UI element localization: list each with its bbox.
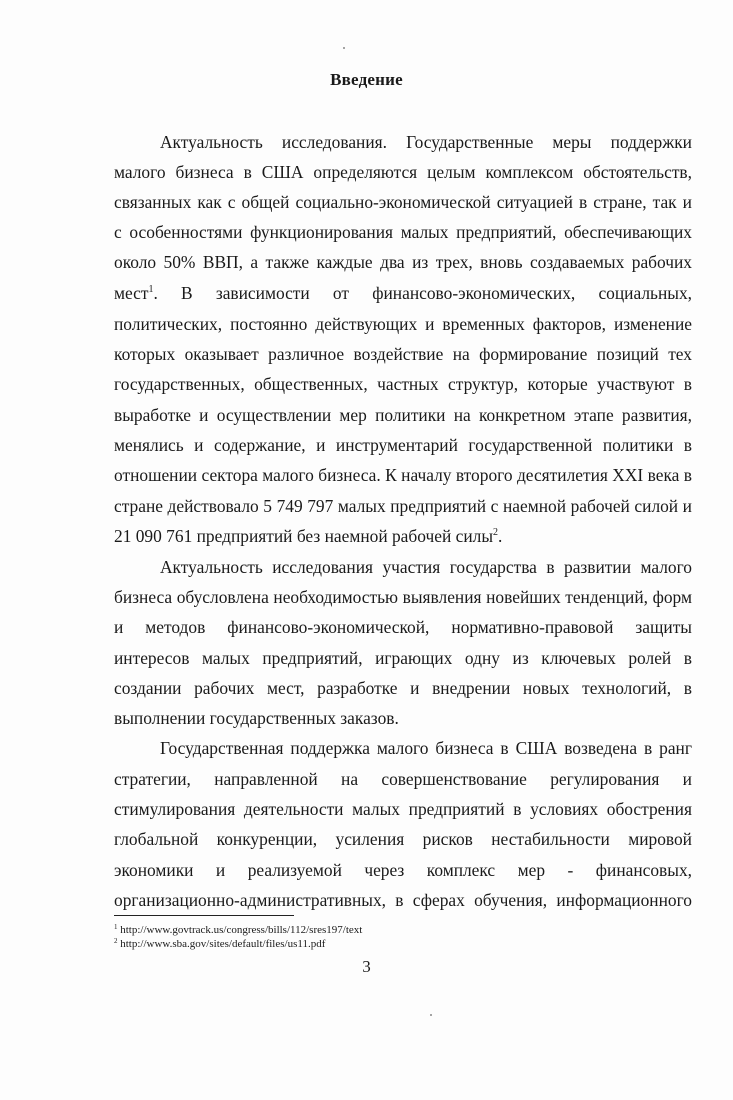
text-line: стране действовало 5 749 797 малых предприятий с наемной рабочей силой и — [114, 496, 692, 516]
footnote-separator — [114, 915, 294, 916]
footnote-text: http://www.sba.gov/sites/default/files/us11.pdf — [117, 938, 326, 950]
text-line: и методов финансово-экономической, нормативно-правовой защиты — [114, 617, 692, 637]
text-line: Актуальность исследования. Государственные меры поддержки — [160, 132, 692, 152]
scan-speck-top — [343, 47, 345, 49]
text-line: создании рабочих мест, разработке и внедрении новых технологий, в — [114, 678, 692, 698]
page-number: 3 — [362, 957, 371, 976]
text-line: политических, постоянно действующих и временных факторов, изменение — [114, 314, 692, 334]
text-line: бизнеса обусловлена необходимостью выявления новейших тенденций, форм — [114, 587, 692, 607]
text-line: организационно-административных, в сферах обучения, информационного — [114, 890, 692, 910]
footnote — [114, 924, 362, 936]
footnote-reference: 2 — [493, 527, 499, 538]
text-line: экономики и реализуемой через комплекс мер - финансовых, — [114, 860, 692, 880]
footnote-mark: 2 — [114, 937, 118, 945]
text-line: стратегии, направленной на совершенствование регулирования и — [114, 769, 692, 789]
text-line: выполнении государственных заказов. — [114, 708, 399, 728]
text-line-with-footnote — [114, 283, 158, 303]
text-fragment: . — [153, 283, 158, 303]
text-line: менялись и содержание, и инструментарий государственной политики в — [114, 435, 692, 455]
text-line: интересов малых предприятий, играющих одну из ключевых ролей в — [114, 648, 692, 668]
text-line: В зависимости от финансово-экономических, социальных, — [181, 283, 692, 303]
text-line: около 50% ВВП, а также каждые два из трех, вновь создаваемых рабочих — [114, 252, 692, 272]
text-line: глобальной конкуренции, усиления рисков нестабильности мировой — [114, 829, 692, 849]
text-line: с особенностями функционирования малых предприятий, обеспечивающих — [114, 222, 692, 242]
text-line: стимулирования деятельности малых предприятий в условиях обострения — [114, 799, 692, 819]
text-line: Актуальность исследования участия государства в развитии малого — [160, 557, 692, 577]
text-line: отношении сектора малого бизнеса. К началу второго десятилетия XXI века в — [114, 465, 692, 485]
text-line: которых оказывает различное воздействие на формирование позиций тех — [114, 344, 692, 364]
text-fragment: . — [498, 526, 503, 546]
footnote-reference: 1 — [148, 284, 154, 295]
section-title: Введение — [330, 70, 403, 89]
footnote — [114, 938, 325, 950]
text-line: государственных, общественных, частных структур, которые участвуют в — [114, 374, 692, 394]
text-line: связанных как с общей социально-экономической ситуацией в стране, так и — [114, 192, 692, 212]
text-line: выработке и осуществлении мер политики на конкретном этапе развития, — [114, 405, 692, 425]
text-fragment: 21 090 761 предприятий без наемной рабочей силы — [114, 526, 494, 546]
text-fragment: мест — [114, 283, 149, 303]
scan-speck-bottom — [430, 1014, 432, 1016]
footnote-text: http://www.govtrack.us/congress/bills/112/sres197/text — [117, 924, 363, 936]
footnote-mark: 1 — [114, 923, 118, 931]
text-line-with-footnote — [114, 526, 502, 546]
text-line: Государственная поддержка малого бизнеса в США возведена в ранг — [160, 738, 692, 758]
text-line: малого бизнеса в США определяются целым комплексом обстоятельств, — [114, 162, 692, 182]
